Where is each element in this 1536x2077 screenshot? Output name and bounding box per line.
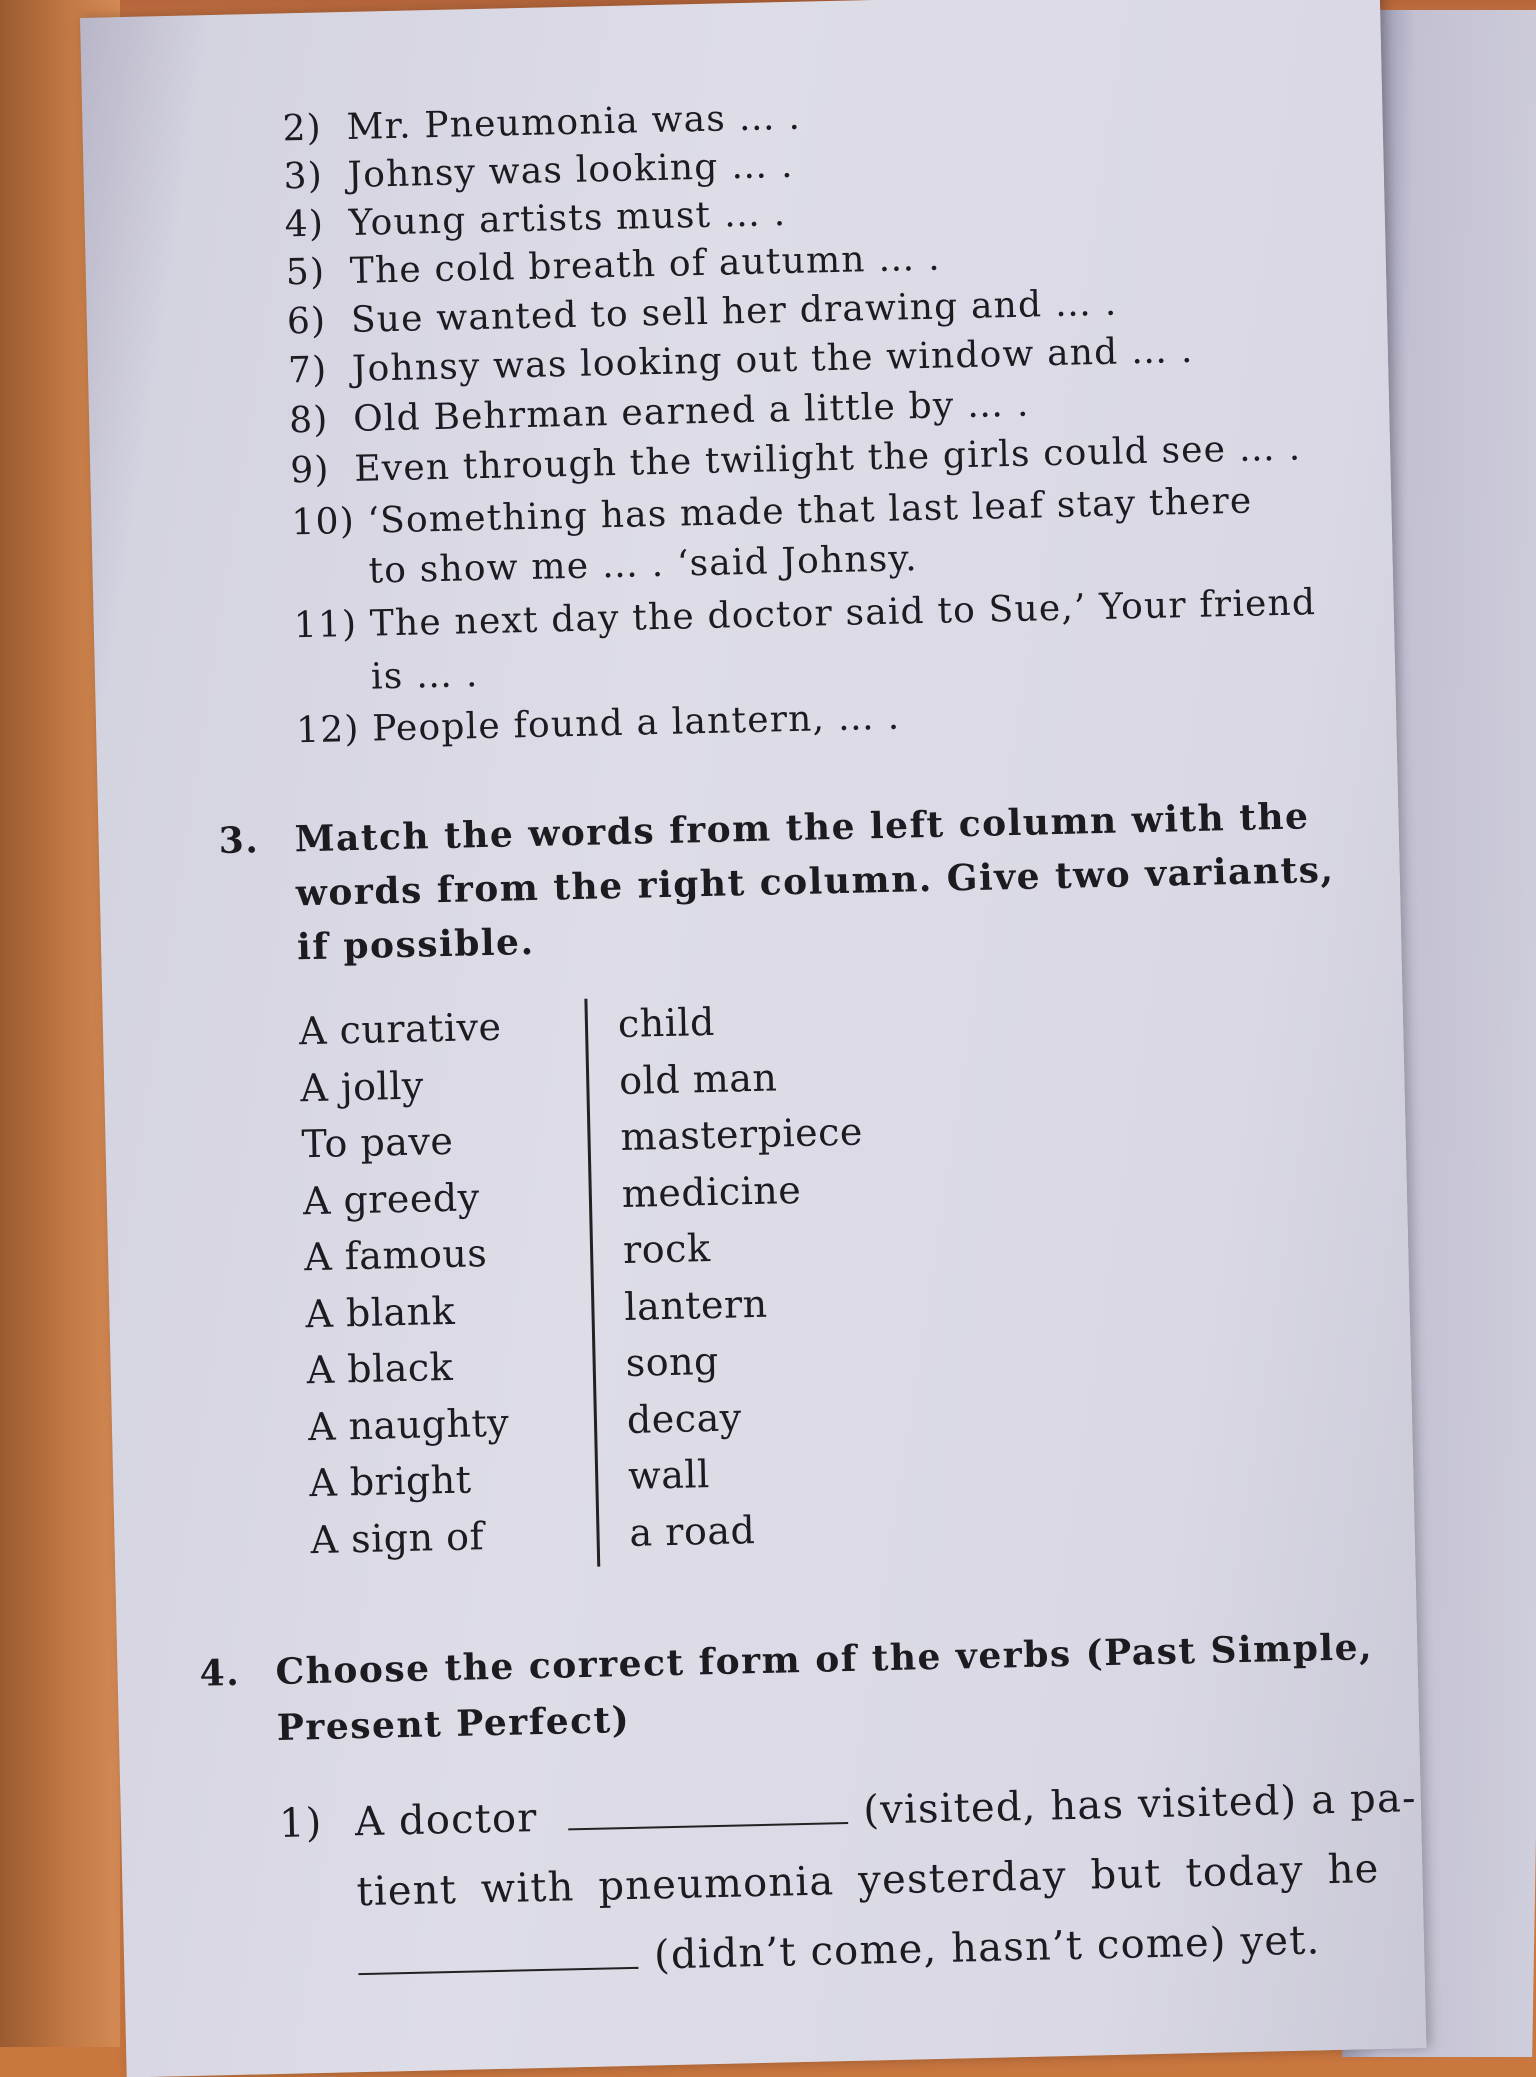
right-word: medicine: [621, 1167, 802, 1216]
list-item: 3) Johnsy was looking … .: [283, 144, 795, 198]
book-page: [80, 0, 1426, 2077]
left-word: A bright: [308, 1457, 472, 1506]
right-word: old man: [618, 1054, 778, 1103]
left-word: A black: [306, 1344, 454, 1393]
list-item-continuation: is … .: [370, 654, 479, 698]
column-divider: [584, 999, 600, 1567]
right-word: lantern: [623, 1281, 769, 1329]
exercise-3-instruction: words from the right column. Give two variants,: [295, 848, 1335, 915]
right-word: child: [617, 999, 716, 1047]
exercise-4-instruction: Present Perfect): [276, 1698, 631, 1749]
list-item-continuation: to show me … . ‘said Johnsy.: [368, 538, 919, 592]
left-word: To pave: [301, 1118, 454, 1167]
right-column: [617, 991, 872, 1561]
right-word: a road: [629, 1507, 756, 1555]
left-word: A naughty: [307, 1400, 510, 1449]
page-content: [80, 0, 1425, 2017]
left-column: [298, 999, 513, 1568]
list-item: 12) People found a lantern, … .: [295, 696, 901, 752]
answer-blank[interactable]: [358, 1963, 638, 1975]
list-item-continuation: (didn’t come, hasn’t come) yet.: [358, 1920, 1321, 1982]
exercise-3-instruction: 3. Match the words from the left column with the: [218, 795, 1310, 863]
left-word: A curative: [298, 1004, 502, 1054]
list-item: 11) The next day the doctor said to Sue,’ Your friend: [293, 582, 1317, 647]
left-word: A greedy: [302, 1174, 481, 1223]
right-word: decay: [626, 1394, 743, 1442]
list-item: 6) Sue wanted to sell her drawing and … .: [286, 282, 1118, 343]
left-word: A jolly: [299, 1062, 425, 1110]
list-item: 5) The cold breath of autumn … .: [285, 237, 942, 294]
list-item: 1) A doctor (visited, has visited) a pa-: [278, 1775, 1418, 1847]
list-item: 4) Young artists must … .: [284, 193, 787, 246]
left-word: A famous: [303, 1231, 488, 1280]
list-item: 2) Mr. Pneumonia was … .: [282, 96, 802, 150]
list-item: 10) ‘Something has made that last leaf stay there: [291, 480, 1253, 544]
answer-blank[interactable]: [568, 1818, 848, 1830]
list-item: 7) Johnsy was looking out the window and … .: [287, 329, 1194, 392]
right-word: masterpiece: [620, 1109, 864, 1160]
list-item: 9) Even through the twilight the girls could see … .: [289, 427, 1302, 492]
exercise-4-instruction: 4. Choose the correct form of the verbs (Past Simple,: [199, 1626, 1374, 1695]
list-item-continuation: tient with pneumonia yesterday but today he: [356, 1846, 1381, 1916]
left-word: A sign of: [310, 1513, 485, 1562]
right-word: wall: [627, 1452, 711, 1498]
right-word: rock: [622, 1226, 711, 1272]
list-item: 8) Old Behrman earned a little by … .: [288, 383, 1030, 442]
exercise-3-instruction: if possible.: [296, 920, 535, 969]
left-word: A blank: [304, 1288, 456, 1336]
right-word: song: [625, 1338, 720, 1385]
